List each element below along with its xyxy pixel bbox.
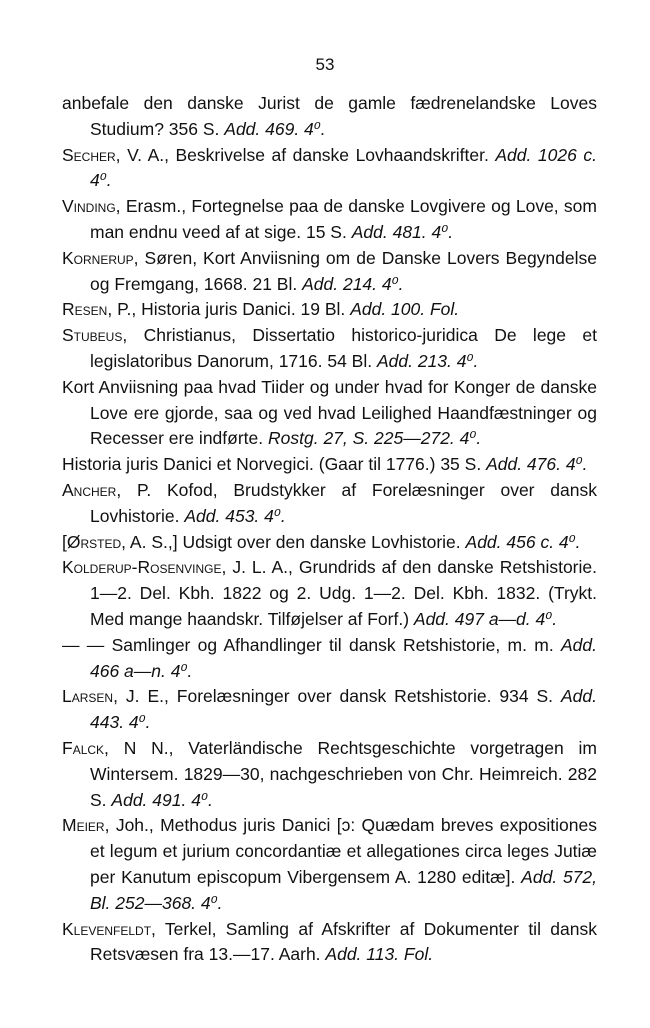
entry-shelfmark: Add. 466 a—n. 4⁰.: [90, 634, 597, 681]
bibliography-entry: [62, 813, 597, 916]
bibliography-entry: [62, 478, 597, 530]
entry-text: Kort Anviisning paa hvad Tiider og under hvad for Konger de danske Love ere gjorde, saa og ved hvad Leilighed Haandfæstninger og Recesser ere indførte.: [62, 376, 597, 449]
entry-author: Vinding,: [62, 196, 121, 217]
page-number: 53: [315, 55, 335, 74]
entry-author: Ancher,: [62, 479, 122, 500]
entry-text: N N., Vaterländische Rechtsgeschichte vorgetragen im Wintersem. 1829—30, nachgeschrieben von Chr. Heimreich. 282 S.: [90, 737, 597, 810]
bibliography-entry: [62, 91, 597, 143]
entry-text: Erasm., Fortegnelse paa de danske Lovgivere og Love, som man endnu veed af at sige. 15 S.: [90, 196, 597, 242]
entry-shelfmark: Add. 443. 4⁰.: [90, 686, 597, 733]
bibliography-list: [62, 91, 597, 968]
entry-shelfmark: Add. 491. 4⁰.: [111, 789, 213, 810]
bibliography-entry: [62, 194, 597, 246]
entry-text: anbefale den danske Jurist de gamle fædrenelandske Loves Studium? 356 S.: [62, 93, 597, 139]
entry-text: V. A., Beskrivelse af danske Lovhaandskrifter.: [127, 144, 489, 165]
bibliography-entry: [62, 143, 597, 195]
entry-author: Stubeus,: [62, 325, 128, 346]
entry-shelfmark: Add. 213. 4⁰.: [376, 350, 479, 371]
entry-author: Klevenfeldt,: [62, 918, 156, 939]
entry-text: Joh., Methodus juris Danici [ɔ: Quædam breves expositiones et legum et jurium concordantiæ et allegationes circa leges Jutiæ per Kanutum episcopum Vibergensem A. 1280 editæ].: [90, 815, 597, 887]
bibliography-entry: [62, 323, 597, 375]
entry-text: Terkel, Samling af Afskrifter af Dokumenter til dansk Retsvæsen fra 13.—17. Aarh.: [90, 918, 597, 965]
entry-author: Larsen,: [62, 686, 118, 707]
entry-author: Secher,: [62, 144, 121, 165]
entry-shelfmark: Add. 476. 4⁰.: [486, 454, 588, 475]
entry-text: A. S.,] Udsigt over den danske Lovhistorie.: [129, 531, 461, 552]
entry-shelfmark: Add. 1026 c. 4⁰.: [90, 144, 597, 191]
bibliography-entry: [62, 530, 597, 556]
entry-text: Christianus, Dissertatio historico-juridica De lege et legislatoribus Danorum, 1716. 54 Bl.: [90, 325, 597, 371]
bibliography-entry: [62, 452, 597, 478]
entry-text: P. Kofod, Brudstykker af Forelæsninger over dansk Lovhistorie.: [90, 479, 597, 526]
entry-author: Kornerup,: [62, 247, 139, 268]
entry-author: Meier,: [62, 815, 110, 836]
entry-author: Falck,: [62, 737, 109, 758]
entry-text: — — Samlinger og Afhandlinger til dansk Retshistorie, m. m.: [62, 634, 554, 655]
entry-shelfmark: Add. 100. Fol.: [350, 299, 460, 320]
bibliography-entry: [62, 555, 597, 632]
entry-shelfmark: Add. 456 c. 4⁰.: [465, 531, 581, 552]
entry-text: Historia juris Danici et Norvegici. (Gaar til 1776.) 35 S.: [62, 454, 482, 475]
entry-shelfmark: Add. 497 a—d. 4⁰.: [413, 608, 558, 629]
entry-text: Søren, Kort Anviisning om de Danske Lovers Begyndelse og Fremgang, 1668. 21 Bl.: [90, 247, 597, 294]
bibliography-entry: [62, 246, 597, 298]
entry-text: J. E., Forelæsninger over dansk Retshistorie. 934 S.: [125, 686, 554, 707]
entry-author: Resen,: [62, 299, 113, 320]
entry-shelfmark: Add. 214. 4⁰.: [302, 273, 404, 294]
entry-shelfmark: Add. 469. 4⁰.: [224, 118, 326, 139]
bibliography-entry: [62, 736, 597, 813]
bibliography-entry: [62, 375, 597, 452]
entry-author: Kolderup-Rosenvinge,: [62, 557, 227, 578]
bibliography-entry: [62, 917, 597, 969]
entry-shelfmark: Add. 453. 4⁰.: [184, 505, 286, 526]
bibliography-entry: [62, 297, 597, 323]
entry-shelfmark: Rostg. 27, S. 225—272. 4⁰.: [268, 428, 482, 449]
entry-shelfmark: Add. 113. Fol.: [325, 944, 434, 965]
entry-text: P., Historia juris Danici. 19 Bl.: [117, 299, 346, 320]
entry-text: J. L. A., Grundrids af den danske Retshistorie. 1—2. Del. Kbh. 1822 og 2. Udg. 1—2. Del. Kbh. 1832. (Trykt. Med mange haandskr. Tilføjelser af Forf.): [90, 557, 597, 629]
entry-shelfmark: Add. 572, Bl. 252—368. 4⁰.: [90, 866, 598, 913]
bibliography-entry: [62, 633, 597, 685]
entry-author: [Ørsted,: [62, 531, 127, 552]
bibliography-entry: [62, 684, 597, 736]
entry-shelfmark: Add. 481. 4⁰.: [351, 221, 454, 242]
